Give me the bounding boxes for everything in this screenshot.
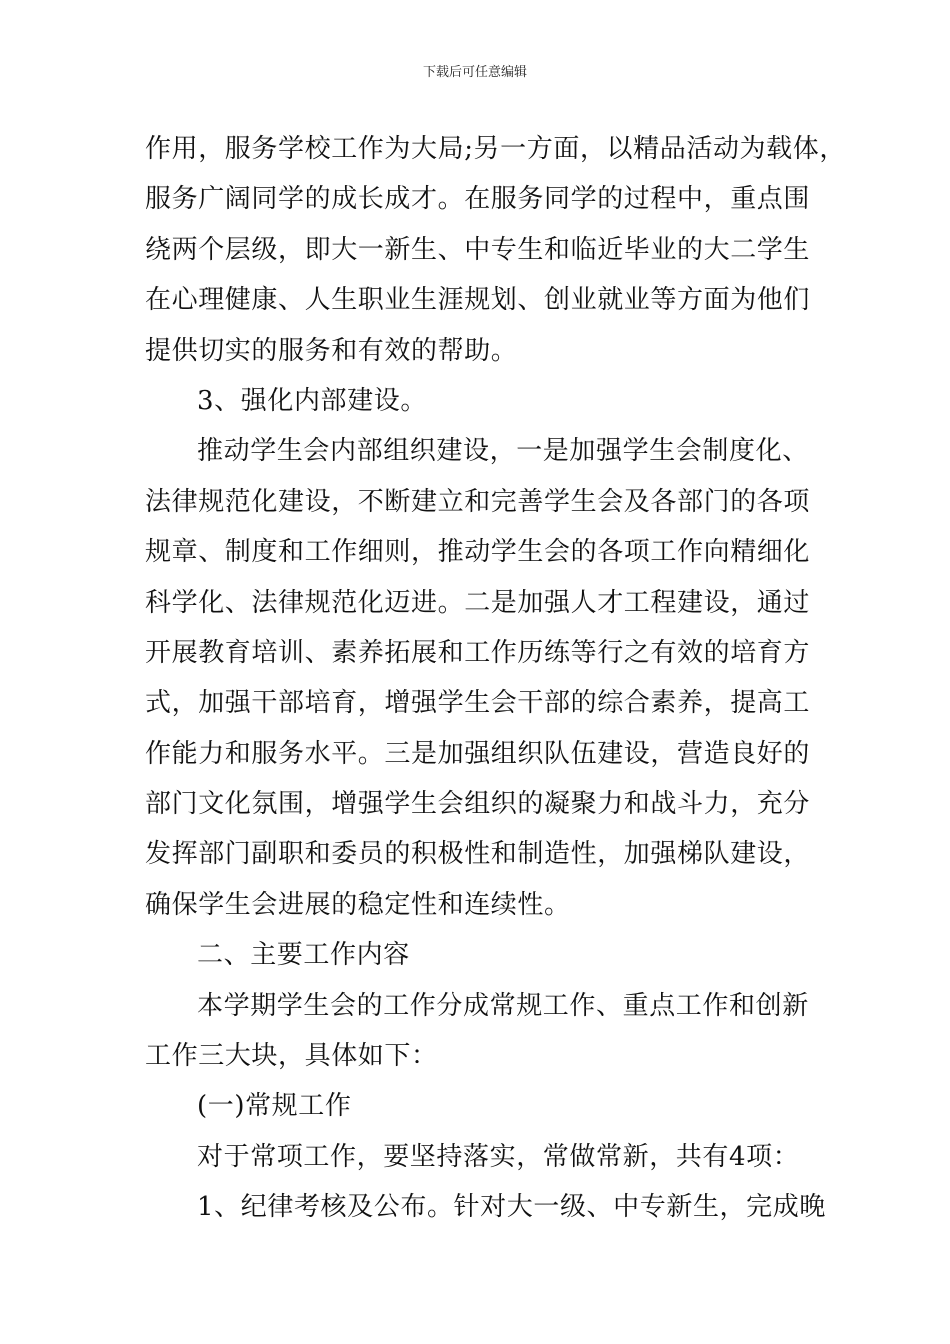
text-line-4: 在心理健康、人生职业生涯规划、创业就业等方面为他们 (145, 285, 811, 316)
text-line-10: 科学化、法律规范化迈进。二是加强人才工程建设，通过 (145, 587, 811, 618)
text-line-3: 绕两个层级，即大一新生、中专生和临近毕业的大二学生 (145, 234, 811, 265)
text-line-11: 开展教育培训、素养拓展和工作历练等行之有效的培育方 (145, 637, 811, 668)
text-line-2: 服务广阔同学的成长成才。在服务同学的过程中，重点围 (145, 184, 811, 215)
text-line-16: 确保学生会进展的稳定性和连续性。 (145, 889, 571, 920)
text-line-9: 规章、制度和工作细则，推动学生会的各项工作向精细化 (145, 537, 811, 568)
text-line-1: 作用，服务学校工作为大局;另一方面，以精品活动为载体， (145, 134, 846, 164)
text-line-15: 发挥部门副职和委员的积极性和制造性，加强梯队建设， (145, 839, 811, 870)
paragraph-start-line: 推动学生会内部组织建设，一是加强学生会制度化、 (197, 436, 809, 467)
text-line-19: 工作三大块，具体如下： (145, 1041, 438, 1072)
paragraph-start-line: 对于常项工作，要坚持落实，常做常新，共有4项： (197, 1141, 800, 1172)
page-header: 下载后可任意编辑 (422, 65, 527, 80)
text-line-5: 提供切实的服务和有效的帮助。 (145, 335, 518, 366)
text-line-8: 法律规范化建设，不断建立和完善学生会及各部门的各项 (145, 486, 811, 517)
text-line-12: 式，加强干部培育，增强学生会干部的综合素养，提高工 (145, 688, 811, 719)
section-heading-main-work: 二、主要工作内容 (197, 940, 410, 971)
subsection-heading-routine-work: (一)常规工作 (197, 1091, 352, 1122)
text-line-13: 作能力和服务水平。三是加强组织队伍建设，营造良好的 (145, 738, 811, 769)
paragraph-start-line: 本学期学生会的工作分成常规工作、重点工作和创新 (197, 990, 809, 1021)
section-heading-internal-building: 3、强化内部建设。 (197, 385, 427, 416)
list-item-1: 1、纪律考核及公布。针对大一级、中专新生，完成晚 (197, 1192, 826, 1223)
text-line-14: 部门文化氛围，增强学生会组织的凝聚力和战斗力，充分 (145, 789, 811, 820)
document-body (145, 124, 846, 1233)
